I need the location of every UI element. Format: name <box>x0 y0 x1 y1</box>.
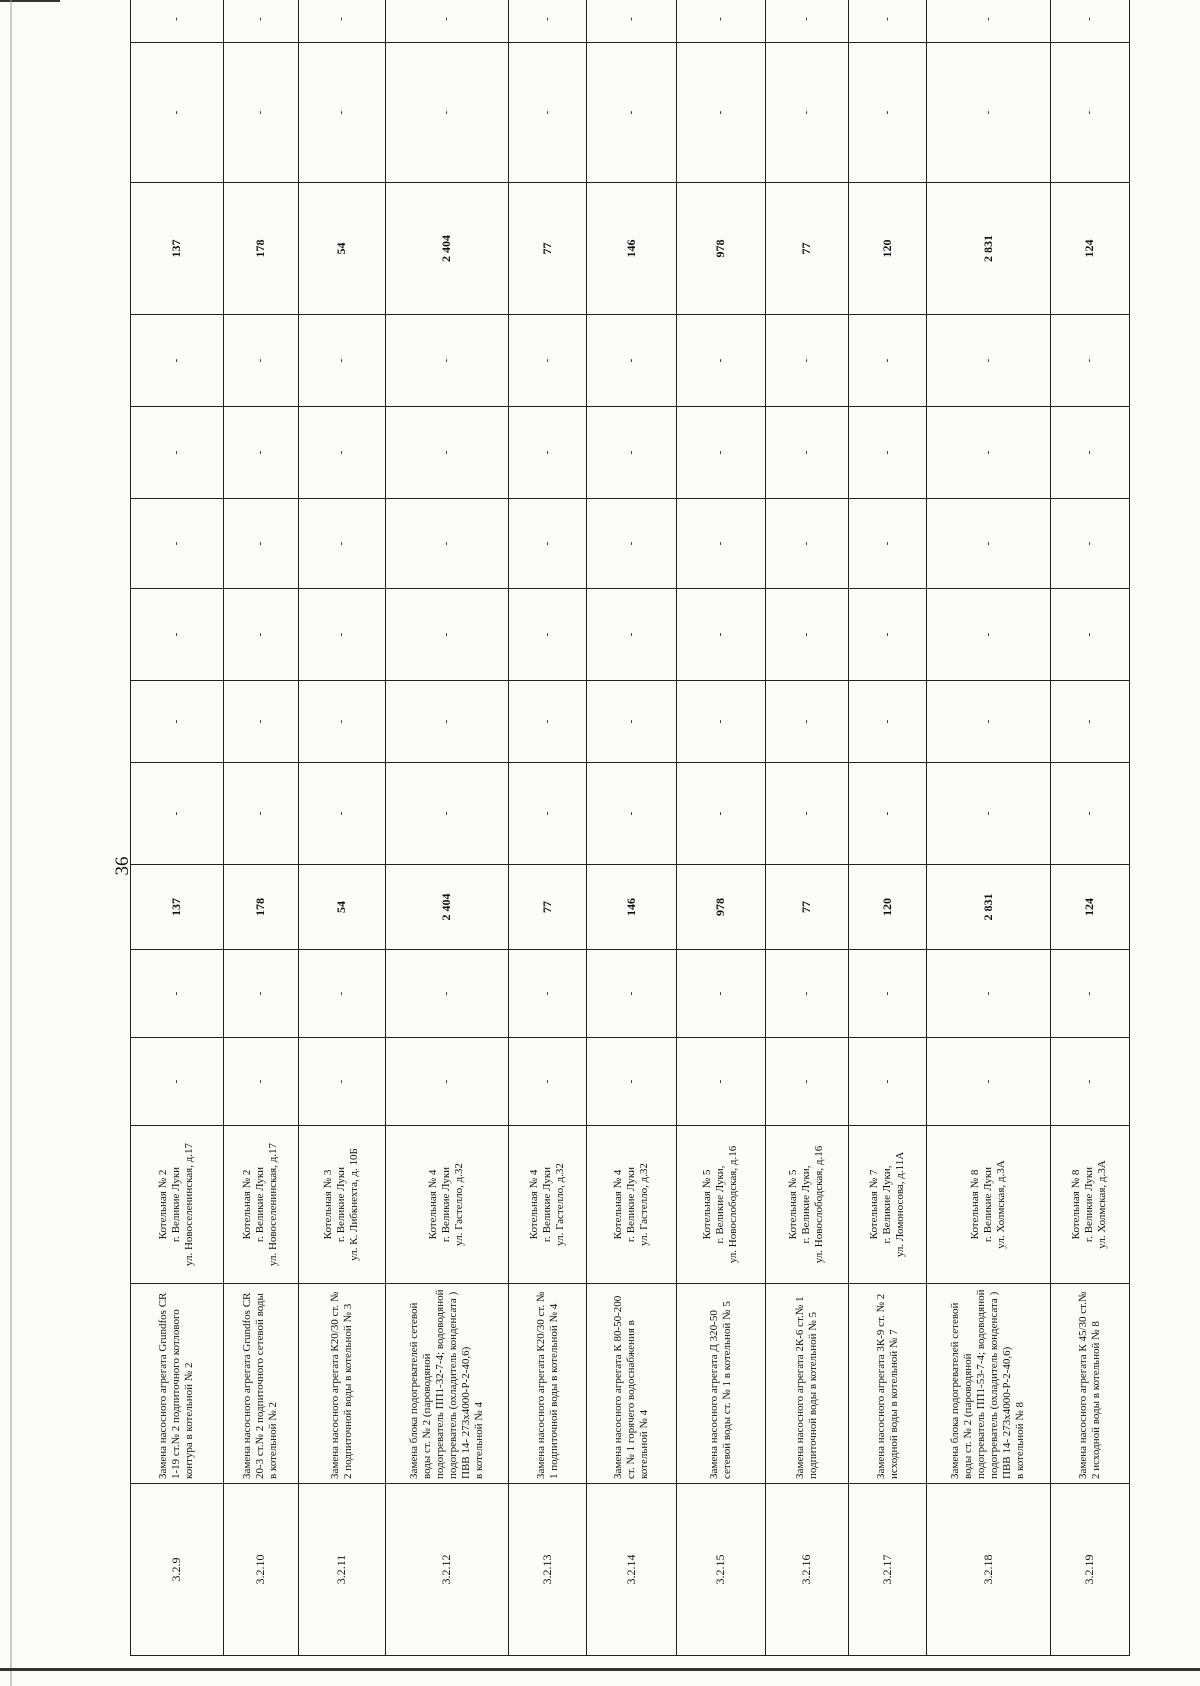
empty-value-dash: - <box>587 315 677 407</box>
page-number: 36 <box>112 856 133 876</box>
empty-value-dash: - <box>849 43 927 183</box>
work-description: Замена насосного агрегата Д 320-50 сетевой воды ст. № 1 в котельной № 5 <box>676 1284 765 1484</box>
empty-value-dash: - <box>927 763 1050 865</box>
cost-value: 978 <box>676 865 765 950</box>
empty-value-dash: - <box>508 407 586 499</box>
row-number: 3.2.19 <box>1050 1484 1129 1656</box>
boiler-location: Котельная № 4 г. Великие Луки ул. Гастелло, д.32 <box>587 1126 677 1284</box>
empty-value-dash: - <box>131 681 224 763</box>
empty-value-dash: - <box>676 1038 765 1126</box>
empty-value-dash: - <box>1050 1038 1129 1126</box>
empty-value-dash: - <box>131 407 224 499</box>
cost-value: 178 <box>223 183 298 315</box>
empty-value-dash: - <box>676 950 765 1038</box>
empty-value-dash: - <box>299 1038 386 1126</box>
cost-value: 77 <box>508 865 586 950</box>
table-row <box>587 0 677 1656</box>
table-row <box>299 0 386 1656</box>
empty-value-dash: - <box>299 43 386 183</box>
table-row <box>927 0 1050 1656</box>
empty-value-dash: - <box>131 43 224 183</box>
empty-value-dash: - <box>508 315 586 407</box>
empty-value-dash: - <box>385 763 508 865</box>
empty-value-dash: - <box>131 0 224 43</box>
empty-value-dash: - <box>508 589 586 681</box>
empty-value-dash: - <box>765 407 849 499</box>
empty-value-dash: - <box>765 1038 849 1126</box>
work-description: Замена блока подогревателей сетевой воды ст. № 2 (пароводяной подогреватель ПП1-32-7-4; водоводяной подогреватель (охладитель конденсата ) ПВВ 14- 273х4000-Р-2-40,6) в котельной № 4 <box>385 1284 508 1484</box>
work-description: Замена блока подогревателей сетевой воды ст. № 2 (пароводяной подогреватель ПП1-53-7-4; водоводяной подогреватель (охладитель конденсата ) ПВВ 14- 273х4000-Р-2-40,6) в котельной № 8 <box>927 1284 1050 1484</box>
empty-value-dash: - <box>676 499 765 589</box>
empty-value-dash: - <box>131 763 224 865</box>
row-number: 3.2.17 <box>849 1484 927 1656</box>
empty-value-dash: - <box>927 681 1050 763</box>
empty-value-dash: - <box>385 407 508 499</box>
empty-value-dash: - <box>223 589 298 681</box>
empty-value-dash: - <box>223 0 298 43</box>
empty-value-dash: - <box>587 407 677 499</box>
row-number: 3.2.13 <box>508 1484 586 1656</box>
table-row <box>508 0 586 1656</box>
work-description: Замена насосного агрегата Grundfos CR 20-3 ст.№ 2 подпиточного сетевой воды в котельной № 2 <box>223 1284 298 1484</box>
row-number: 3.2.10 <box>223 1484 298 1656</box>
empty-value-dash: - <box>1050 0 1129 43</box>
empty-value-dash: - <box>927 950 1050 1038</box>
empty-value-dash: - <box>299 681 386 763</box>
empty-value-dash: - <box>223 763 298 865</box>
empty-value-dash: - <box>765 589 849 681</box>
boiler-location: Котельная № 4 г. Великие Луки ул. Гастелло, д.32 <box>385 1126 508 1284</box>
cost-value: 137 <box>131 865 224 950</box>
row-number: 3.2.11 <box>299 1484 386 1656</box>
empty-value-dash: - <box>223 1038 298 1126</box>
table-row <box>223 0 298 1656</box>
empty-value-dash: - <box>508 681 586 763</box>
empty-value-dash: - <box>385 0 508 43</box>
work-description: Замена насосного агрегата Grundfos CR 1-19 ст.№ 2 подпиточного котлового контура в котельной № 2 <box>131 1284 224 1484</box>
empty-value-dash: - <box>1050 589 1129 681</box>
empty-value-dash: - <box>223 681 298 763</box>
cost-value: 124 <box>1050 865 1129 950</box>
empty-value-dash: - <box>765 763 849 865</box>
empty-value-dash: - <box>927 43 1050 183</box>
empty-value-dash: - <box>765 43 849 183</box>
investment-program-table <box>130 0 1130 1656</box>
cost-value: 178 <box>223 865 298 950</box>
cost-value: 77 <box>765 865 849 950</box>
cost-value: 77 <box>765 183 849 315</box>
empty-value-dash: - <box>676 407 765 499</box>
empty-value-dash: - <box>131 1038 224 1126</box>
empty-value-dash: - <box>676 681 765 763</box>
empty-value-dash: - <box>849 0 927 43</box>
empty-value-dash: - <box>676 589 765 681</box>
cost-value: 77 <box>508 183 586 315</box>
empty-value-dash: - <box>927 407 1050 499</box>
empty-value-dash: - <box>765 499 849 589</box>
empty-value-dash: - <box>508 763 586 865</box>
empty-value-dash: - <box>223 499 298 589</box>
table-row <box>1050 0 1129 1656</box>
work-description: Замена насосного агрегата 2К-6 ст.№ 1 подпиточной воды в котельной № 5 <box>765 1284 849 1484</box>
row-number: 3.2.14 <box>587 1484 677 1656</box>
cost-value: 120 <box>849 865 927 950</box>
empty-value-dash: - <box>676 0 765 43</box>
work-description: Замена насосного агрегата 3К-9 ст. № 2 исходной воды в котельной № 7 <box>849 1284 927 1484</box>
empty-value-dash: - <box>299 407 386 499</box>
empty-value-dash: - <box>385 315 508 407</box>
empty-value-dash: - <box>587 589 677 681</box>
rotated-table-container <box>130 17 1130 1656</box>
empty-value-dash: - <box>1050 407 1129 499</box>
empty-value-dash: - <box>299 0 386 43</box>
empty-value-dash: - <box>385 499 508 589</box>
cost-value: 146 <box>587 183 677 315</box>
empty-value-dash: - <box>927 589 1050 681</box>
empty-value-dash: - <box>927 499 1050 589</box>
empty-value-dash: - <box>223 43 298 183</box>
scan-border-top <box>0 0 60 2</box>
empty-value-dash: - <box>587 1038 677 1126</box>
cost-value: 2 831 <box>927 183 1050 315</box>
empty-value-dash: - <box>1050 950 1129 1038</box>
empty-value-dash: - <box>587 0 677 43</box>
empty-value-dash: - <box>676 43 765 183</box>
cost-value: 146 <box>587 865 677 950</box>
empty-value-dash: - <box>508 499 586 589</box>
row-number: 3.2.18 <box>927 1484 1050 1656</box>
empty-value-dash: - <box>131 589 224 681</box>
cost-value: 2 831 <box>927 865 1050 950</box>
empty-value-dash: - <box>587 763 677 865</box>
cost-value: 2 404 <box>385 865 508 950</box>
empty-value-dash: - <box>927 1038 1050 1126</box>
row-number: 3.2.12 <box>385 1484 508 1656</box>
empty-value-dash: - <box>1050 499 1129 589</box>
empty-value-dash: - <box>223 950 298 1038</box>
work-description: Замена насосного агрегата К20/30 ст. № 1 подпиточной воды в котельной № 4 <box>508 1284 586 1484</box>
empty-value-dash: - <box>849 1038 927 1126</box>
table-row <box>676 0 765 1656</box>
row-number: 3.2.16 <box>765 1484 849 1656</box>
empty-value-dash: - <box>927 315 1050 407</box>
cost-value: 54 <box>299 865 386 950</box>
empty-value-dash: - <box>385 589 508 681</box>
empty-value-dash: - <box>508 0 586 43</box>
empty-value-dash: - <box>587 499 677 589</box>
table-row <box>385 0 508 1656</box>
cost-value: 124 <box>1050 183 1129 315</box>
empty-value-dash: - <box>131 950 224 1038</box>
empty-value-dash: - <box>1050 315 1129 407</box>
empty-value-dash: - <box>676 315 765 407</box>
empty-value-dash: - <box>765 681 849 763</box>
empty-value-dash: - <box>508 1038 586 1126</box>
empty-value-dash: - <box>765 950 849 1038</box>
row-number: 3.2.9 <box>131 1484 224 1656</box>
empty-value-dash: - <box>927 0 1050 43</box>
empty-value-dash: - <box>299 950 386 1038</box>
boiler-location: Котельная № 4 г. Великие Луки ул. Гастелло, д.32 <box>508 1126 586 1284</box>
empty-value-dash: - <box>508 43 586 183</box>
empty-value-dash: - <box>765 0 849 43</box>
empty-value-dash: - <box>385 950 508 1038</box>
scan-border-bottom <box>0 1668 1200 1671</box>
work-description: Замена насосного агрегата К 80-50-200 ст. № 1 горячего водоснабжения в котельной № 4 <box>587 1284 677 1484</box>
empty-value-dash: - <box>385 1038 508 1126</box>
empty-value-dash: - <box>587 43 677 183</box>
work-description: Замена насосного агрегата К 45/30 ст.№ 2 исходной воды в котельной № 8 <box>1050 1284 1129 1484</box>
empty-value-dash: - <box>587 681 677 763</box>
empty-value-dash: - <box>299 315 386 407</box>
empty-value-dash: - <box>849 407 927 499</box>
empty-value-dash: - <box>849 763 927 865</box>
empty-value-dash: - <box>223 407 298 499</box>
cost-value: 54 <box>299 183 386 315</box>
work-description: Замена насосного агрегата К20/30 ст. № 2 подпиточной воды в котельной № 3 <box>299 1284 386 1484</box>
empty-value-dash: - <box>849 315 927 407</box>
empty-value-dash: - <box>849 950 927 1038</box>
table-row <box>131 0 224 1656</box>
empty-value-dash: - <box>131 499 224 589</box>
boiler-location: Котельная № 8 г. Великие Луки ул. Холмская, д.3А <box>927 1126 1050 1284</box>
empty-value-dash: - <box>849 681 927 763</box>
boiler-location: Котельная № 3 г. Великие Луки ул. К. Либкнехта, д. 10Б <box>299 1126 386 1284</box>
empty-value-dash: - <box>587 950 677 1038</box>
empty-value-dash: - <box>223 315 298 407</box>
cost-value: 978 <box>676 183 765 315</box>
cost-value: 120 <box>849 183 927 315</box>
row-number: 3.2.15 <box>676 1484 765 1656</box>
empty-value-dash: - <box>508 950 586 1038</box>
cost-value: 2 404 <box>385 183 508 315</box>
boiler-location: Котельная № 7 г. Великие Луки, ул. Ломоносова, д.11А <box>849 1126 927 1284</box>
empty-value-dash: - <box>676 763 765 865</box>
boiler-location: Котельная № 5 г. Великие Луки, ул. Новослободская, д.16 <box>765 1126 849 1284</box>
boiler-location: Котельная № 8 г. Великие Луки ул. Холмская, д.3А <box>1050 1126 1129 1284</box>
table-row <box>765 0 849 1656</box>
scan-border-left <box>10 0 12 1686</box>
boiler-location: Котельная № 2 г. Великие Луки ул. Новоселенинская, д.17 <box>223 1126 298 1284</box>
empty-value-dash: - <box>299 499 386 589</box>
boiler-location: Котельная № 2 г. Великие Луки ул. Новоселенинская, д.17 <box>131 1126 224 1284</box>
empty-value-dash: - <box>299 763 386 865</box>
empty-value-dash: - <box>385 43 508 183</box>
empty-value-dash: - <box>849 589 927 681</box>
empty-value-dash: - <box>765 315 849 407</box>
empty-value-dash: - <box>1050 43 1129 183</box>
empty-value-dash: - <box>1050 763 1129 865</box>
cost-value: 137 <box>131 183 224 315</box>
empty-value-dash: - <box>131 315 224 407</box>
empty-value-dash: - <box>299 589 386 681</box>
empty-value-dash: - <box>385 681 508 763</box>
empty-value-dash: - <box>849 499 927 589</box>
boiler-location: Котельная № 5 г. Великие Луки, ул. Новослободская, д.16 <box>676 1126 765 1284</box>
table-body <box>131 0 1130 1656</box>
table-row <box>849 0 927 1656</box>
empty-value-dash: - <box>1050 681 1129 763</box>
